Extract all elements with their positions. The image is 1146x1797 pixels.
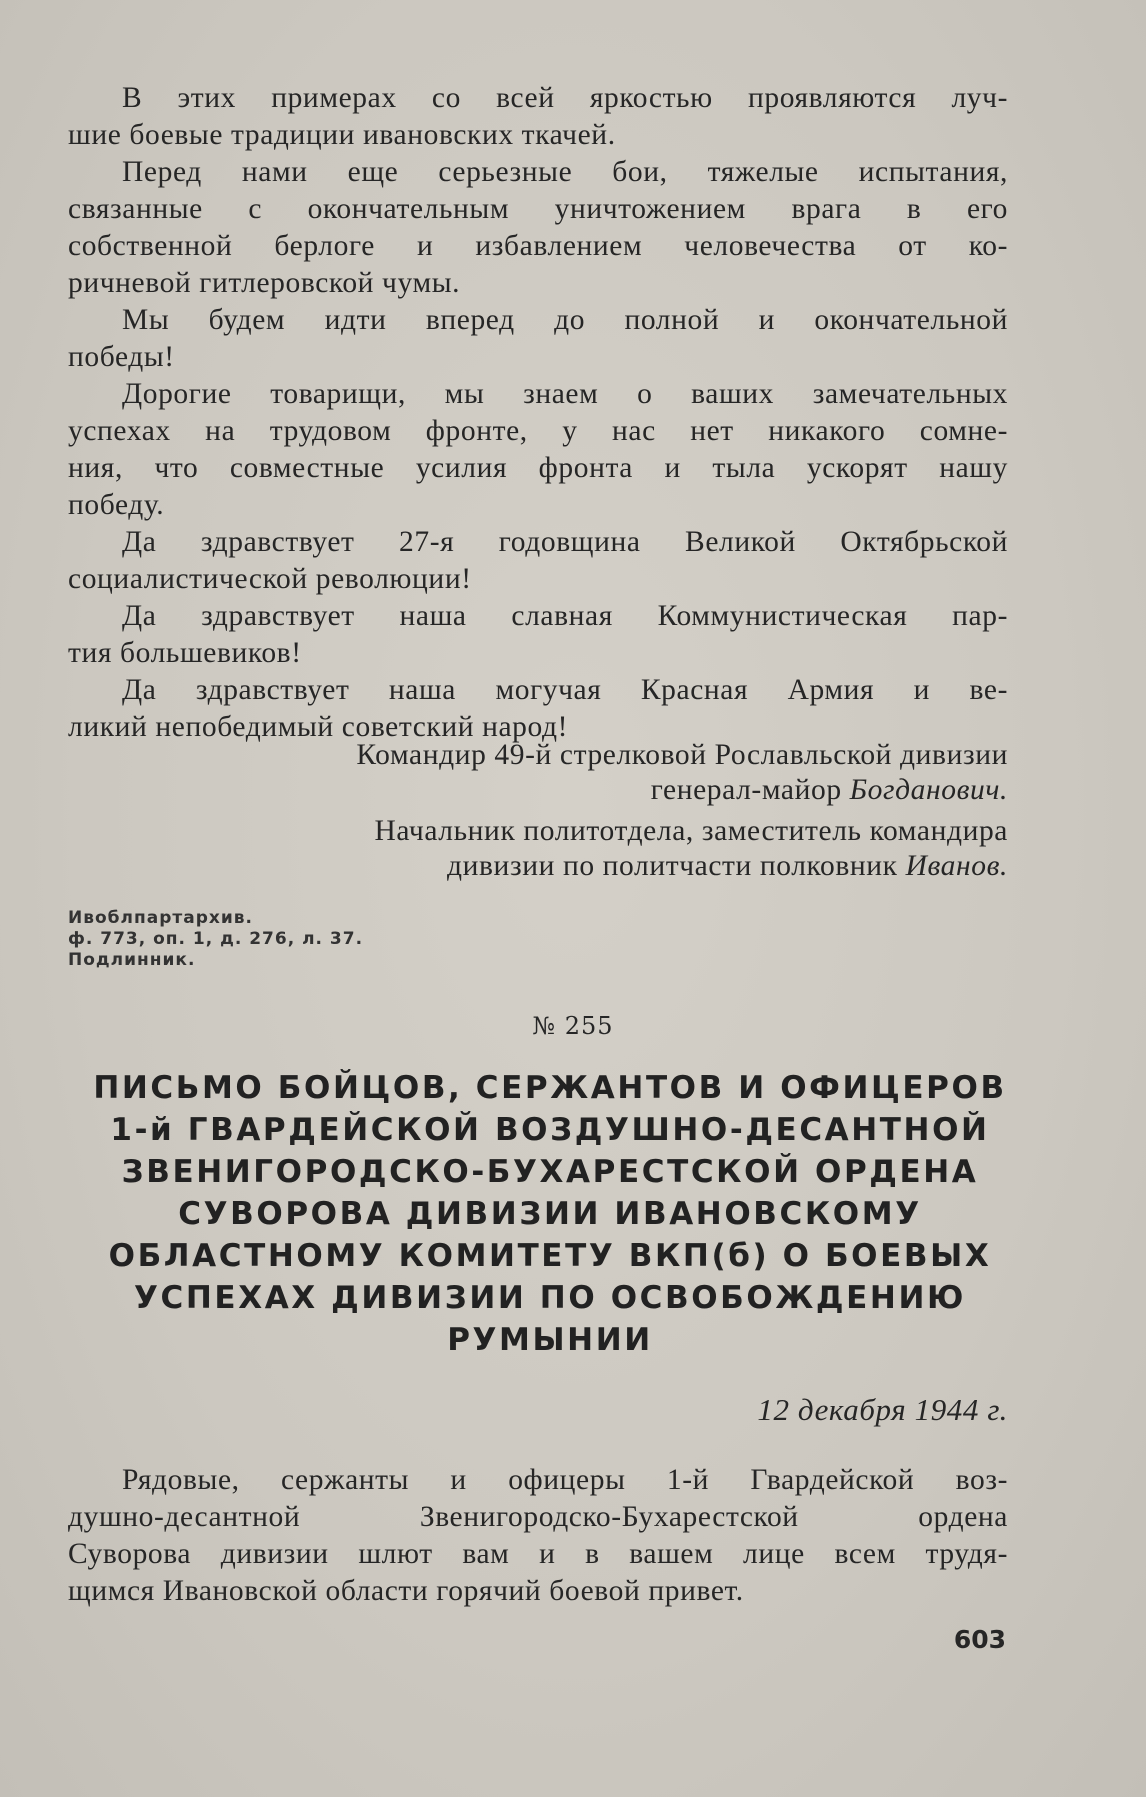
page-number: 603 <box>953 1625 1006 1654</box>
document-date: 12 декабря 1944 г. <box>757 1392 1008 1427</box>
text-line: В этих примерах со всей яркостью проявляются луч- <box>122 82 1008 114</box>
paragraph-1 <box>68 80 1008 154</box>
text-line: Да здравствует наша могучая Красная Армия и ве- <box>122 674 1008 706</box>
text-line: Перед нами еще серьезные бои, тяжелые испытания, <box>122 156 1008 188</box>
signature-rank: генерал-майор <box>650 774 850 806</box>
text-line: ричневой гитлеровской чумы. <box>68 267 461 299</box>
letter-body <box>68 80 1008 746</box>
text-line: душно-десантной Звенигородско-Бухарестской ордена <box>68 1501 1008 1533</box>
text-line: победу. <box>68 489 165 521</box>
text-line: ликий непобедимый советский народ! <box>68 711 569 743</box>
signature-line: Начальник политотдела, заместитель командира <box>374 815 1008 847</box>
paragraph-5 <box>68 524 1008 598</box>
title-line: 1-й ГВАРДЕЙСКОЙ ВОЗДУШНО-ДЕСАНТНОЙ <box>110 1112 990 1148</box>
paragraph-2 <box>68 154 1008 302</box>
text-line: Рядовые, сержанты и офицеры 1-й Гвардейской воз- <box>122 1464 1008 1496</box>
title-line: СУВОРОВА ДИВИЗИИ ИВАНОВСКОМУ <box>178 1196 922 1232</box>
text-line: тия большевиков! <box>68 637 302 669</box>
text-line: Мы будем идти вперед до полной и окончательной <box>122 304 1008 336</box>
signature-rank: дивизии по политчасти полковник <box>447 850 906 882</box>
title-line: ОБЛАСТНОМУ КОМИТЕТУ ВКП(б) О БОЕВЫХ <box>108 1238 992 1274</box>
archive-line: Подлинник. <box>68 950 196 970</box>
signature-commander <box>356 738 1008 808</box>
signature-name: Богданович. <box>849 774 1008 806</box>
text-line: ния, что совместные усилия фронта и тыла ускорят нашу <box>68 452 1008 484</box>
text-line: щимся Ивановской области горячий боевой привет. <box>68 1575 744 1607</box>
signature-line <box>374 849 1008 884</box>
title-line: ПИСЬМО БОЙЦОВ, СЕРЖАНТОВ И ОФИЦЕРОВ <box>93 1070 1007 1106</box>
title-line: РУМЫНИИ <box>447 1322 653 1358</box>
text-line: победы! <box>68 341 175 373</box>
signature-politdept <box>374 814 1008 884</box>
archive-reference <box>68 908 363 971</box>
paragraph-3 <box>68 302 1008 376</box>
paragraph-7 <box>68 672 1008 746</box>
title-line: ЗВЕНИГОРОДСКО-БУХАРЕСТСКОЙ ОРДЕНА <box>121 1154 979 1190</box>
text-line: социалистической революции! <box>68 563 472 595</box>
letter-opening <box>68 1462 1008 1610</box>
text-line: собственной берлоге и избавлением человечества от ко- <box>68 230 1008 262</box>
paragraph-opening <box>68 1462 1008 1610</box>
title-line: УСПЕХАХ ДИВИЗИИ ПО ОСВОБОЖДЕНИЮ <box>134 1280 966 1316</box>
text-line: Да здравствует наша славная Коммунистическая пар- <box>122 600 1008 632</box>
archive-line: Ивоблпартархив. <box>68 908 253 928</box>
signature-name: Иванов. <box>905 850 1008 882</box>
text-line: Суворова дивизии шлют вам и в вашем лице всем трудя- <box>68 1538 1008 1570</box>
document-title <box>90 1067 1010 1361</box>
paragraph-6 <box>68 598 1008 672</box>
paragraph-4 <box>68 376 1008 524</box>
text-line: успехах на трудовом фронте, у нас нет никакого сомне- <box>68 415 1008 447</box>
document-number: № 255 <box>532 1012 614 1040</box>
text-line: связанные с окончательным уничтожением врага в его <box>68 193 1008 225</box>
text-line: Дорогие товарищи, мы знаем о ваших замечательных <box>122 378 1008 410</box>
signature-line <box>356 773 1008 808</box>
text-line: Да здравствует 27-я годовщина Великой Октябрьской <box>122 526 1008 558</box>
signature-line: Командир 49-й стрелковой Рославльской дивизии <box>356 739 1008 771</box>
archive-line: ф. 773, оп. 1, д. 276, л. 37. <box>68 929 364 949</box>
text-line: шие боевые традиции ивановских ткачей. <box>68 119 616 151</box>
